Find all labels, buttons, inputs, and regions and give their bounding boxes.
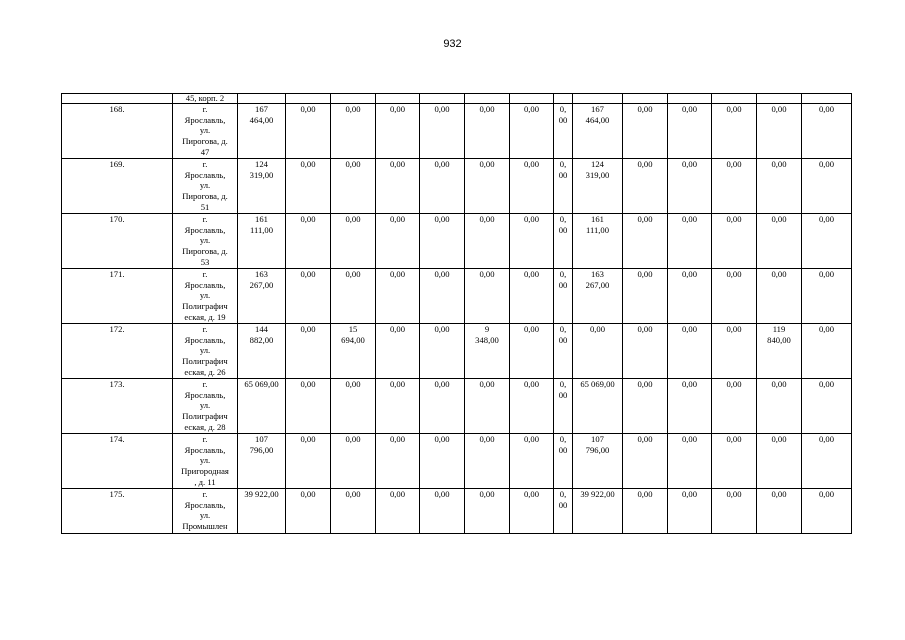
cell-c3: 15 694,00 bbox=[331, 324, 376, 379]
cell-c8: 0, 00 bbox=[554, 434, 573, 489]
cell-address: г. Ярославль, ул. Пирогова, д. 53 bbox=[173, 214, 238, 269]
cell-empty bbox=[465, 94, 510, 104]
cell-c10: 0,00 bbox=[623, 379, 668, 434]
cell-c5: 0,00 bbox=[420, 214, 465, 269]
cell-address: г. Ярославль, ул. Полиграфич еская, д. 26 bbox=[173, 324, 238, 379]
cell-c12: 0,00 bbox=[712, 379, 757, 434]
cell-c1: 167 464,00 bbox=[238, 104, 286, 159]
cell-c7: 0,00 bbox=[510, 324, 554, 379]
cell-c4: 0,00 bbox=[376, 489, 420, 534]
cell-c2: 0,00 bbox=[286, 489, 331, 534]
cell-c1: 124 319,00 bbox=[238, 159, 286, 214]
cell-num: 173. bbox=[62, 379, 173, 434]
cell-empty bbox=[510, 94, 554, 104]
cell-c12: 0,00 bbox=[712, 104, 757, 159]
cell-c9: 65 069,00 bbox=[573, 379, 623, 434]
cell-c10: 0,00 bbox=[623, 434, 668, 489]
cell-c14: 0,00 bbox=[802, 269, 852, 324]
cell-num: 170. bbox=[62, 214, 173, 269]
cell-c13: 0,00 bbox=[757, 159, 802, 214]
cell-c14: 0,00 bbox=[802, 434, 852, 489]
cell-c5: 0,00 bbox=[420, 324, 465, 379]
cell-num: 172. bbox=[62, 324, 173, 379]
cell-c11: 0,00 bbox=[668, 269, 712, 324]
cell-c5: 0,00 bbox=[420, 159, 465, 214]
cell-c3: 0,00 bbox=[331, 104, 376, 159]
cell-c14: 0,00 bbox=[802, 379, 852, 434]
table-body bbox=[62, 94, 852, 534]
data-table bbox=[61, 93, 852, 534]
cell-c1: 107 796,00 bbox=[238, 434, 286, 489]
cell-c3: 0,00 bbox=[331, 379, 376, 434]
cell-c1: 39 922,00 bbox=[238, 489, 286, 534]
cell-c3: 0,00 bbox=[331, 214, 376, 269]
cell-c6: 0,00 bbox=[465, 214, 510, 269]
cell-c1: 163 267,00 bbox=[238, 269, 286, 324]
table-row bbox=[62, 489, 852, 534]
cell-c3: 0,00 bbox=[331, 489, 376, 534]
cell-c8: 0, 00 bbox=[554, 214, 573, 269]
cell-c7: 0,00 bbox=[510, 489, 554, 534]
cell-c13: 0,00 bbox=[757, 214, 802, 269]
cell-num: 174. bbox=[62, 434, 173, 489]
cell-c6: 0,00 bbox=[465, 104, 510, 159]
cell-num bbox=[62, 94, 173, 104]
cell-c5: 0,00 bbox=[420, 379, 465, 434]
table-row bbox=[62, 214, 852, 269]
cell-empty bbox=[286, 94, 331, 104]
cell-c6: 9 348,00 bbox=[465, 324, 510, 379]
cell-address: г. Ярославль, ул. Полиграфич еская, д. 28 bbox=[173, 379, 238, 434]
cell-c6: 0,00 bbox=[465, 489, 510, 534]
cell-c4: 0,00 bbox=[376, 379, 420, 434]
cell-c14: 0,00 bbox=[802, 104, 852, 159]
cell-c10: 0,00 bbox=[623, 159, 668, 214]
cell-c14: 0,00 bbox=[802, 489, 852, 534]
cell-c11: 0,00 bbox=[668, 104, 712, 159]
cell-c6: 0,00 bbox=[465, 379, 510, 434]
cell-empty bbox=[668, 94, 712, 104]
cell-empty bbox=[238, 94, 286, 104]
cell-c5: 0,00 bbox=[420, 489, 465, 534]
cell-c13: 0,00 bbox=[757, 269, 802, 324]
cell-c10: 0,00 bbox=[623, 214, 668, 269]
cell-c8: 0, 00 bbox=[554, 269, 573, 324]
cell-c2: 0,00 bbox=[286, 159, 331, 214]
cell-empty bbox=[420, 94, 465, 104]
cell-c9: 167 464,00 bbox=[573, 104, 623, 159]
cell-c7: 0,00 bbox=[510, 379, 554, 434]
cell-c4: 0,00 bbox=[376, 434, 420, 489]
cell-c1: 161 111,00 bbox=[238, 214, 286, 269]
cell-empty bbox=[376, 94, 420, 104]
cell-c13: 0,00 bbox=[757, 489, 802, 534]
cell-c12: 0,00 bbox=[712, 269, 757, 324]
cell-c11: 0,00 bbox=[668, 159, 712, 214]
cell-c6: 0,00 bbox=[465, 434, 510, 489]
cell-c9: 124 319,00 bbox=[573, 159, 623, 214]
cell-c11: 0,00 bbox=[668, 379, 712, 434]
cell-c9: 107 796,00 bbox=[573, 434, 623, 489]
cell-c2: 0,00 bbox=[286, 434, 331, 489]
table-row bbox=[62, 434, 852, 489]
cell-address: г. Ярославль, ул. Пригородная , д. 11 bbox=[173, 434, 238, 489]
cell-num: 175. bbox=[62, 489, 173, 534]
cell-c9: 39 922,00 bbox=[573, 489, 623, 534]
cell-empty bbox=[554, 94, 573, 104]
cell-c7: 0,00 bbox=[510, 214, 554, 269]
cell-address: г. Ярославль, ул. Пирогова, д. 47 bbox=[173, 104, 238, 159]
cell-empty bbox=[331, 94, 376, 104]
cell-c7: 0,00 bbox=[510, 159, 554, 214]
cell-c12: 0,00 bbox=[712, 324, 757, 379]
cell-empty bbox=[573, 94, 623, 104]
cell-c9: 161 111,00 bbox=[573, 214, 623, 269]
cell-num: 168. bbox=[62, 104, 173, 159]
cell-c6: 0,00 bbox=[465, 269, 510, 324]
cell-c12: 0,00 bbox=[712, 214, 757, 269]
cell-c4: 0,00 bbox=[376, 159, 420, 214]
cell-c8: 0, 00 bbox=[554, 489, 573, 534]
cell-address: 45, корп. 2 bbox=[173, 94, 238, 104]
cell-empty bbox=[712, 94, 757, 104]
cell-c13: 0,00 bbox=[757, 379, 802, 434]
cell-c14: 0,00 bbox=[802, 159, 852, 214]
cell-empty bbox=[802, 94, 852, 104]
table-row bbox=[62, 379, 852, 434]
cell-c8: 0, 00 bbox=[554, 104, 573, 159]
cell-c4: 0,00 bbox=[376, 214, 420, 269]
cell-c13: 0,00 bbox=[757, 104, 802, 159]
cell-c7: 0,00 bbox=[510, 104, 554, 159]
cell-c4: 0,00 bbox=[376, 104, 420, 159]
cell-empty bbox=[623, 94, 668, 104]
cell-c11: 0,00 bbox=[668, 324, 712, 379]
cell-address: г. Ярославль, ул. Пирогова, д. 51 bbox=[173, 159, 238, 214]
cell-c11: 0,00 bbox=[668, 214, 712, 269]
cell-c2: 0,00 bbox=[286, 324, 331, 379]
cell-c1: 65 069,00 bbox=[238, 379, 286, 434]
table-row bbox=[62, 269, 852, 324]
table-row bbox=[62, 159, 852, 214]
cell-c6: 0,00 bbox=[465, 159, 510, 214]
cell-c8: 0, 00 bbox=[554, 159, 573, 214]
cell-address: г. Ярославль, ул. Полиграфич еская, д. 19 bbox=[173, 269, 238, 324]
cell-c8: 0, 00 bbox=[554, 324, 573, 379]
cell-c4: 0,00 bbox=[376, 269, 420, 324]
cell-c11: 0,00 bbox=[668, 434, 712, 489]
cell-c13: 0,00 bbox=[757, 434, 802, 489]
cell-c10: 0,00 bbox=[623, 489, 668, 534]
cell-c3: 0,00 bbox=[331, 269, 376, 324]
cell-c1: 144 882,00 bbox=[238, 324, 286, 379]
cell-c2: 0,00 bbox=[286, 379, 331, 434]
page-number: 932 bbox=[443, 38, 462, 50]
cell-num: 171. bbox=[62, 269, 173, 324]
cell-empty bbox=[757, 94, 802, 104]
cell-c10: 0,00 bbox=[623, 269, 668, 324]
cell-address: г. Ярославль, ул. Промышлен bbox=[173, 489, 238, 534]
cell-c2: 0,00 bbox=[286, 269, 331, 324]
cell-c7: 0,00 bbox=[510, 269, 554, 324]
table-row bbox=[62, 104, 852, 159]
table-row bbox=[62, 324, 852, 379]
cell-c10: 0,00 bbox=[623, 104, 668, 159]
cell-c3: 0,00 bbox=[331, 159, 376, 214]
cell-c2: 0,00 bbox=[286, 214, 331, 269]
cell-c5: 0,00 bbox=[420, 269, 465, 324]
cell-c5: 0,00 bbox=[420, 434, 465, 489]
cell-c5: 0,00 bbox=[420, 104, 465, 159]
cell-c14: 0,00 bbox=[802, 324, 852, 379]
cell-c14: 0,00 bbox=[802, 214, 852, 269]
cell-c4: 0,00 bbox=[376, 324, 420, 379]
cell-c8: 0, 00 bbox=[554, 379, 573, 434]
cell-c3: 0,00 bbox=[331, 434, 376, 489]
cell-c12: 0,00 bbox=[712, 434, 757, 489]
cell-c12: 0,00 bbox=[712, 159, 757, 214]
cell-c12: 0,00 bbox=[712, 489, 757, 534]
cell-c2: 0,00 bbox=[286, 104, 331, 159]
cell-c9: 0,00 bbox=[573, 324, 623, 379]
cell-c9: 163 267,00 bbox=[573, 269, 623, 324]
cell-c11: 0,00 bbox=[668, 489, 712, 534]
cell-num: 169. bbox=[62, 159, 173, 214]
cell-c7: 0,00 bbox=[510, 434, 554, 489]
table-row-continuation bbox=[62, 94, 852, 104]
cell-c13: 119 840,00 bbox=[757, 324, 802, 379]
cell-c10: 0,00 bbox=[623, 324, 668, 379]
